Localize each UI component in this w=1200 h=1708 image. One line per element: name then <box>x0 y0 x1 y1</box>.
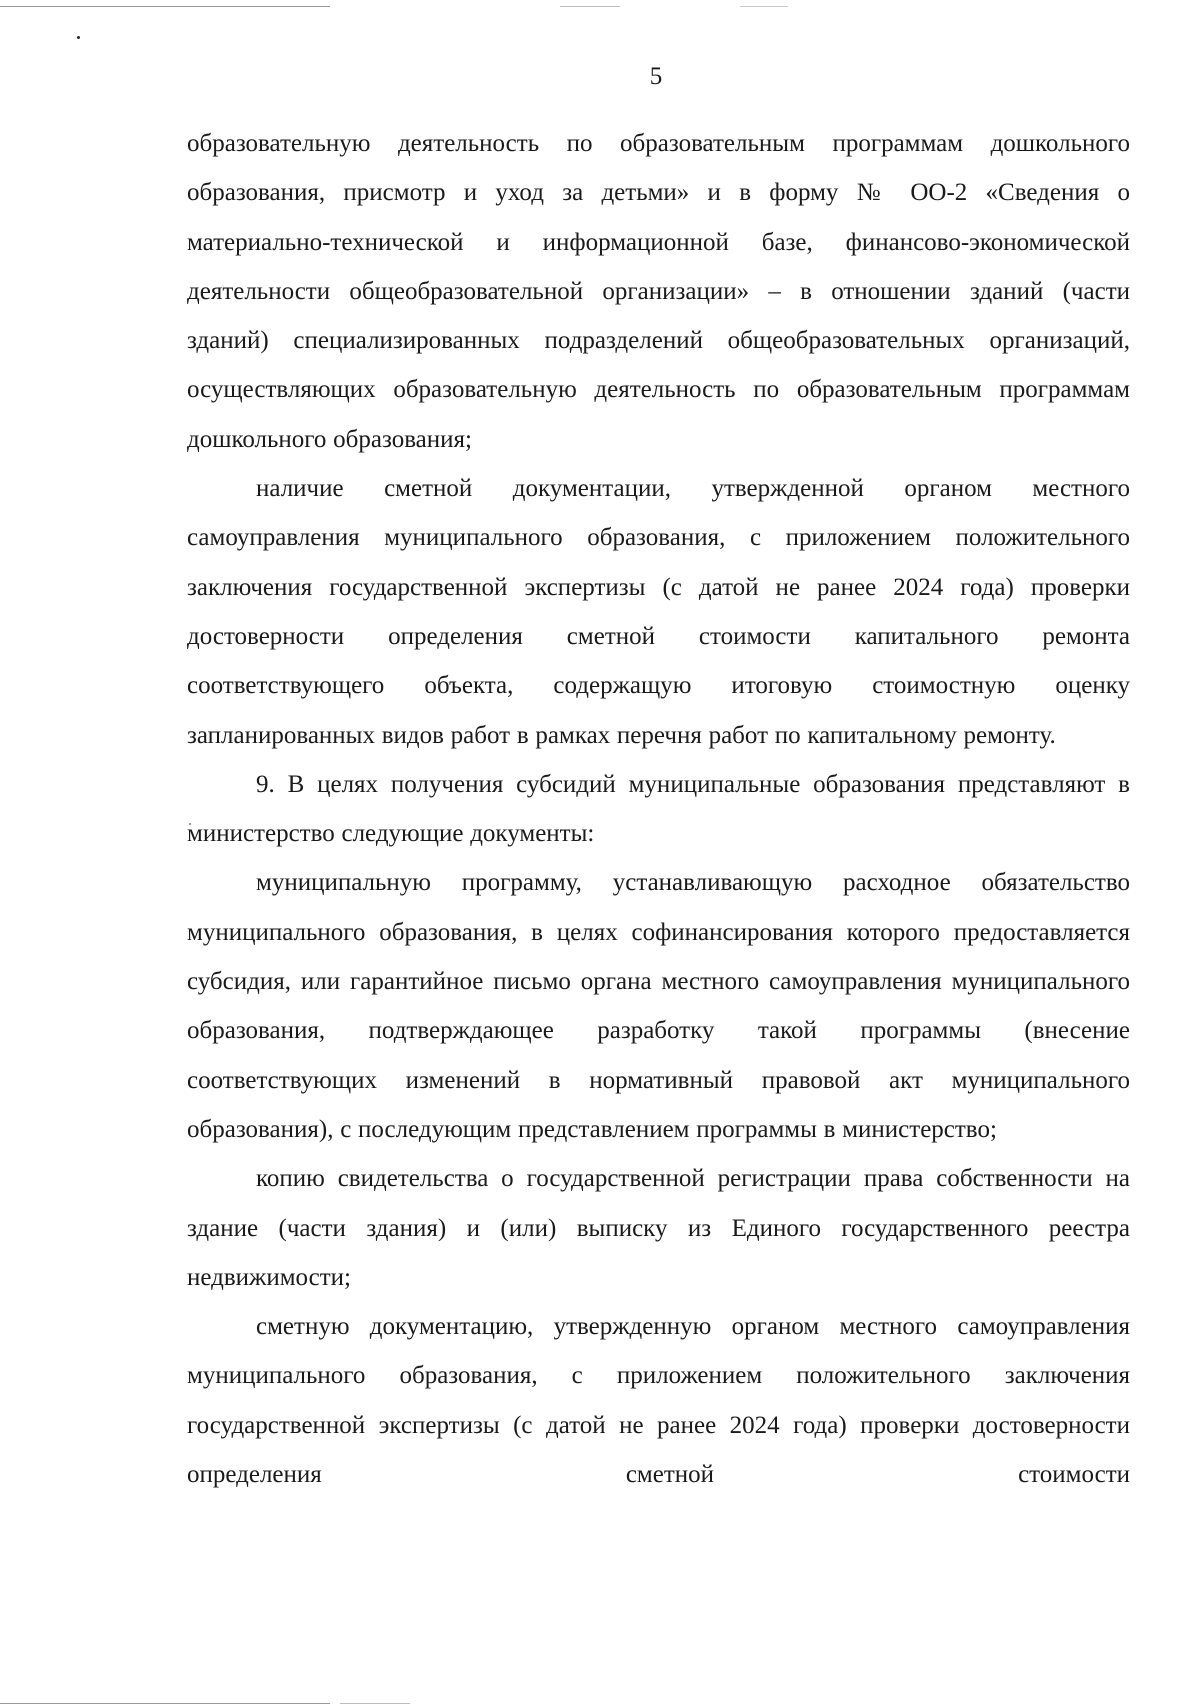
scan-artifact-bottom-center <box>340 1703 410 1704</box>
page-number: 5 <box>649 63 663 90</box>
paragraph-ownership-certificate: копию свидетельства о государственной регистрации права собственности на здание (части здания) и (или) выписку из Единого государственного реестра недвижимости; <box>187 1165 1130 1291</box>
scan-artifact-bottom-left <box>0 1703 330 1704</box>
scan-artifact-top-left <box>0 6 330 7</box>
document-body <box>187 119 1130 1499</box>
paragraph-estimate-documentation: наличие сметной документации, утвержденной органом местного самоуправления муниципального образования, с приложением положительного заключения государственной экспертизы (с датой не ранее 2024 года) проверки достоверности определения сметной стоимости капитального ремонта соответствующего объекта, содержащую итоговую стоимостную оценку запланированных видов работ в рамках перечня работ по капитальному ремонту. <box>187 475 1130 749</box>
paragraph-clause-9: 9. В целях получения субсидий муниципальные образования представляют в министерство следующие документы: <box>187 770 1130 848</box>
paragraph-continuation: образовательную деятельность по образовательным программам дошкольного образования, присмотр и уход за детьми» и в форму № ОО-2 «Сведения о материально-технической и информационной базе, финансово-экономической деятельности общеобразовательной организации» – в отношении зданий (части зданий) специализированных подразделений общеобразовательных организаций, осуществляющих образовательную деятельность по образовательным программам дошкольного образования; <box>187 130 1130 453</box>
scan-artifact-top-right <box>740 6 788 7</box>
paragraph-municipal-program: муниципальную программу, устанавливающую расходное обязательство муниципального образования, в целях софинансирования которого предоставляется субсидия, или гарантийное письмо органа местного самоуправления муниципального образования, подтверждающее разработку такой программы (внесение соответствующих изменений в нормативный правовой акт муниципального образования), с последующим представлением программы в министерство; <box>187 869 1130 1143</box>
scan-artifact-top-center <box>560 6 620 7</box>
scan-speck <box>77 36 80 39</box>
paragraph-estimate-documents: сметную документацию, утвержденную органом местного самоуправления муниципального образования, с приложением положительного заключения государственной экспертизы (с датой не ранее 2024 года) проверки достоверности определения сметной стоимости <box>187 1313 1130 1489</box>
